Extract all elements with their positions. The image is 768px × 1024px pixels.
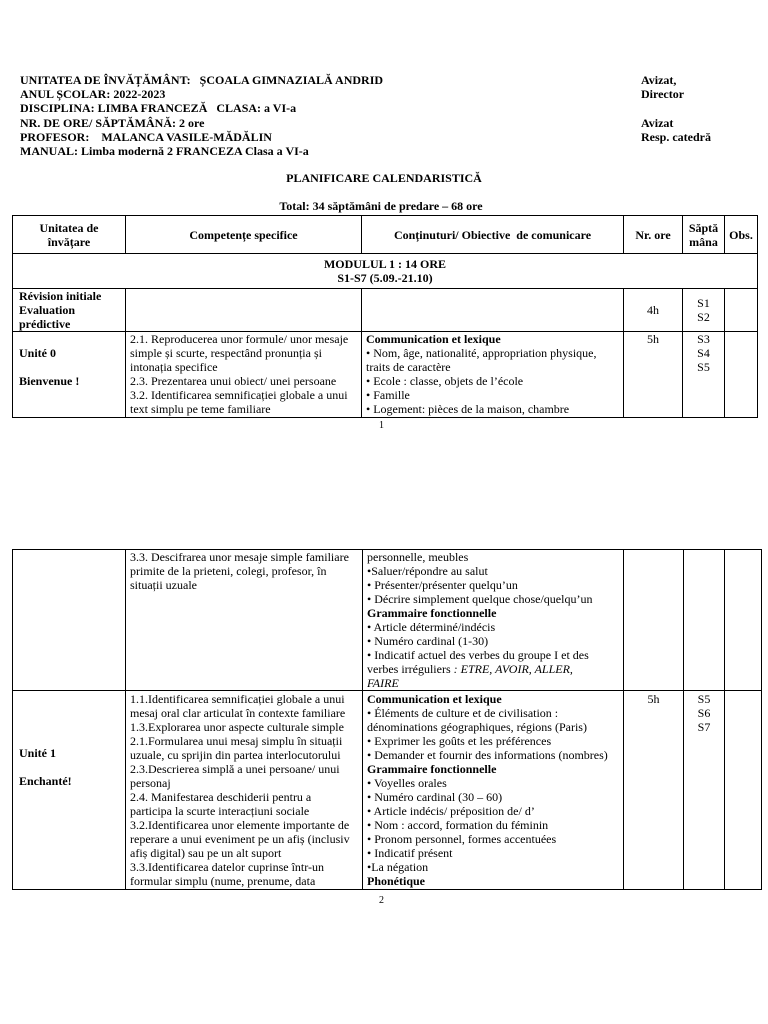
hours-value: 5h [647, 332, 659, 346]
header-unit-cell [13, 216, 126, 254]
header-obs-cell [725, 216, 758, 254]
week-value: S2 [697, 310, 710, 324]
competence-line: 2.3. Prezentarea unui obiect/ unei persoane [130, 374, 337, 388]
competence-line: 2.1.Formularea unui mesaj simplu în situații [130, 734, 343, 748]
revision-contents-cell [362, 289, 624, 332]
unite1-obs-cell [725, 691, 762, 890]
header-unit-line: învățare [47, 234, 91, 249]
unite1-contents-cell [363, 691, 624, 890]
header-week-line: Săptă [688, 220, 719, 235]
unite1-weeks-cell [684, 691, 725, 890]
unite0-hours-cell [624, 332, 683, 418]
irregular-verbs: FAIRE [367, 676, 399, 690]
department-approval-block [641, 116, 711, 144]
hours-value: 5h [647, 692, 660, 706]
competence-line: primite de la prieteni, colegi, profesor, în [130, 564, 327, 578]
week-value: S5 [697, 692, 711, 706]
contents-line: traits de caractère [366, 360, 451, 374]
table-row [13, 289, 758, 332]
school-line: UNITATEA DE ÎNVĂȚĂMÂNT: ȘCOALA GIMNAZIALĂ ANDRID [20, 73, 384, 87]
competence-line: simple și scurte, respectând pronunția și [130, 346, 322, 360]
competence-line: 3.2.Identificarea unor elemente importante de [130, 818, 350, 832]
header-competences: Competențe specifice [189, 227, 298, 242]
header-week-cell [683, 216, 725, 254]
contents-line: • Voyelles orales [367, 776, 447, 790]
competence-line: 3.2. Identificarea semnificației globale a unui [130, 388, 348, 402]
unite0-cont-contents-cell [363, 550, 624, 691]
department-head-label: Resp. catedră [641, 129, 711, 144]
header-hours: Nr. ore [635, 227, 671, 242]
header-unit-line: Unitatea de [39, 220, 99, 235]
header-obs: Obs. [729, 227, 753, 242]
competence-line: uzuale, cu sprijin din partea interlocutorului [130, 748, 341, 762]
header-contents: Conținuturi/ Obiective de comunicare [393, 227, 592, 242]
competence-line: 2.3.Descrierea simplă a unei persoane/ unui [130, 762, 340, 776]
contents-line: •La négation [367, 860, 429, 874]
director-label: Director [641, 87, 685, 102]
contents-line: • Exprimer les goûts et les préférences [367, 734, 552, 748]
unite0-obs-cell [725, 332, 758, 418]
contents-line: personnelle, meubles [367, 550, 469, 564]
unit-number: Unité 1 [19, 746, 56, 760]
contents-section-title: Grammaire fonctionnelle [367, 762, 497, 776]
week-value: S1 [697, 296, 710, 310]
module-period: S1-S7 (5.09.-21.10) [337, 271, 433, 285]
competence-line: text simplu pe teme familiare [130, 402, 271, 416]
contents-line: dénominations géographiques, régions (Paris) [367, 720, 587, 734]
contents-line: • Indicatif présent [367, 846, 453, 860]
unite0-cont-obs-cell [725, 550, 762, 691]
week-value: S4 [697, 346, 710, 360]
school-info-block [20, 73, 383, 158]
revision-unit-cell [13, 289, 126, 332]
contents-line: • Numéro cardinal (30 – 60) [367, 790, 503, 804]
competence-line: reperare a unui eveniment pe un afiș (inclusiv [130, 832, 350, 846]
unite0-cont-competences-cell [126, 550, 363, 691]
contents-section-title: Communication et lexique [366, 332, 501, 346]
total-hours: Total: 34 săptămâni de predare – 68 ore [279, 199, 483, 213]
contents-line: • Famille [366, 388, 410, 402]
contents-section-title: Grammaire fonctionnelle [367, 606, 497, 620]
contents-line: • Numéro cardinal (1-30) [367, 634, 489, 648]
page-number: 2 [379, 895, 384, 906]
unite0-contents-cell [362, 332, 624, 418]
manual-line: MANUAL: Limba modernă 2 FRANCEZA Clasa a VI-a [20, 143, 309, 158]
unit-line: Révision initiale [19, 289, 102, 303]
contents-line: • Présenter/présenter quelqu’un [367, 578, 518, 592]
unit-name: Bienvenue ! [19, 374, 80, 388]
week-value: S5 [697, 360, 710, 374]
contents-line: •Saluer/répondre au salut [367, 564, 488, 578]
header-competences-cell [126, 216, 362, 254]
director-approval-block [641, 73, 684, 101]
unite1-hours-cell [624, 691, 684, 890]
planning-table-page-2 [12, 549, 762, 890]
competence-line: 1.3.Explorarea unor aspecte culturale simple [130, 720, 344, 734]
table-header-row [13, 216, 758, 254]
competence-line: formular simplu (nume, prenume, data [130, 874, 316, 888]
page-number: 1 [379, 420, 384, 431]
competence-line: mesaj oral clar articulat în contexte familiare [130, 706, 346, 720]
discipline-line: DISCIPLINA: LIMBA FRANCEZĂ CLASA: a VI-a [20, 101, 297, 116]
unit-name: Enchanté! [19, 774, 72, 788]
director-approval: Avizat, [641, 73, 677, 87]
module-cell [13, 254, 758, 289]
contents-section-title: Communication et lexique [367, 692, 502, 706]
contents-line: • Nom : accord, formation du féminin [367, 818, 549, 832]
contents-line: • Pronom personnel, formes accentuées [367, 832, 557, 846]
planning-table-page-1 [12, 215, 758, 418]
week-value: S3 [697, 332, 710, 346]
week-value: S7 [697, 720, 711, 734]
contents-text: verbes irréguliers [367, 662, 451, 676]
school-year-line: ANUL ȘCOLAR: 2022-2023 [20, 87, 166, 102]
unite0-cont-unit-cell [13, 550, 126, 691]
unite1-unit-cell [13, 691, 126, 890]
header-hours-cell [624, 216, 683, 254]
contents-line: • Indicatif actuel des verbes du groupe I et des [367, 648, 589, 662]
unite0-cont-weeks-cell [684, 550, 725, 691]
contents-line: • Éléments de culture et de civilisation : [367, 706, 559, 720]
irregular-verbs: : ETRE, AVOIR, ALLER, [450, 662, 573, 676]
department-approval: Avizat [641, 115, 674, 130]
revision-obs-cell [725, 289, 758, 332]
module-title: MODULUL 1 : 14 ORE [323, 257, 446, 271]
header-contents-cell [362, 216, 624, 254]
unite0-unit-cell [13, 332, 126, 418]
table-row [13, 332, 758, 418]
unit-line: prédictive [19, 317, 71, 331]
hours-per-week-line: NR. DE ORE/ SĂPTĂMÂNĂ: 2 ore [20, 115, 205, 130]
competence-line: participa la scurte interacțiuni sociale [130, 804, 310, 818]
contents-line: • Ecole : classe, objets de l’école [366, 374, 524, 388]
contents-line [367, 662, 619, 676]
contents-line: • Article indécis/ préposition de/ d’ [367, 804, 535, 818]
competence-line: personaj [130, 776, 171, 790]
unite0-weeks-cell [683, 332, 725, 418]
contents-line: • Demander et fournir des informations (nombres) [367, 748, 608, 762]
revision-hours-cell [624, 289, 683, 332]
unite0-cont-hours-cell [624, 550, 684, 691]
header-week-line: mâna [689, 234, 718, 249]
week-value: S6 [697, 706, 711, 720]
table-row [13, 691, 762, 890]
module-row [13, 254, 758, 289]
contents-section-title: Phonétique [367, 874, 426, 888]
document-title: PLANIFICARE CALENDARISTICĂ [286, 171, 482, 185]
competence-line: afiș digital) sau pe un alt suport [130, 846, 282, 860]
competence-line: 1.1.Identificarea semnificației globale a unui [130, 692, 345, 706]
unite1-competences-cell [126, 691, 363, 890]
competence-line: intonația specifice [130, 360, 218, 374]
hours-value: 4h [647, 303, 659, 317]
contents-line: • Décrire simplement quelque chose/quelqu’un [367, 592, 593, 606]
competence-line: situații uzuale [130, 578, 197, 592]
competence-line: 2.4. Manifestarea deschiderii pentru a [130, 790, 312, 804]
teacher-line: PROFESOR: MALANCA VASILE-MĂDĂLIN [20, 129, 272, 144]
unit-number: Unité 0 [19, 346, 56, 360]
competence-line: 2.1. Reproducerea unor formule/ unor mesaje [130, 332, 349, 346]
revision-competences-cell [126, 289, 362, 332]
contents-line: • Nom, âge, nationalité, appropriation physique, [366, 346, 597, 360]
contents-line: • Article déterminé/indécis [367, 620, 496, 634]
contents-line: • Logement: pièces de la maison, chambre [366, 402, 570, 416]
competence-line: 3.3.Identificarea datelor cuprinse într-un [130, 860, 325, 874]
table-row [13, 550, 762, 691]
competence-line: 3.3. Descifrarea unor mesaje simple familiare [130, 550, 349, 564]
revision-weeks-cell [683, 289, 725, 332]
unite0-competences-cell [126, 332, 362, 418]
unit-line: Evaluation [19, 303, 76, 317]
